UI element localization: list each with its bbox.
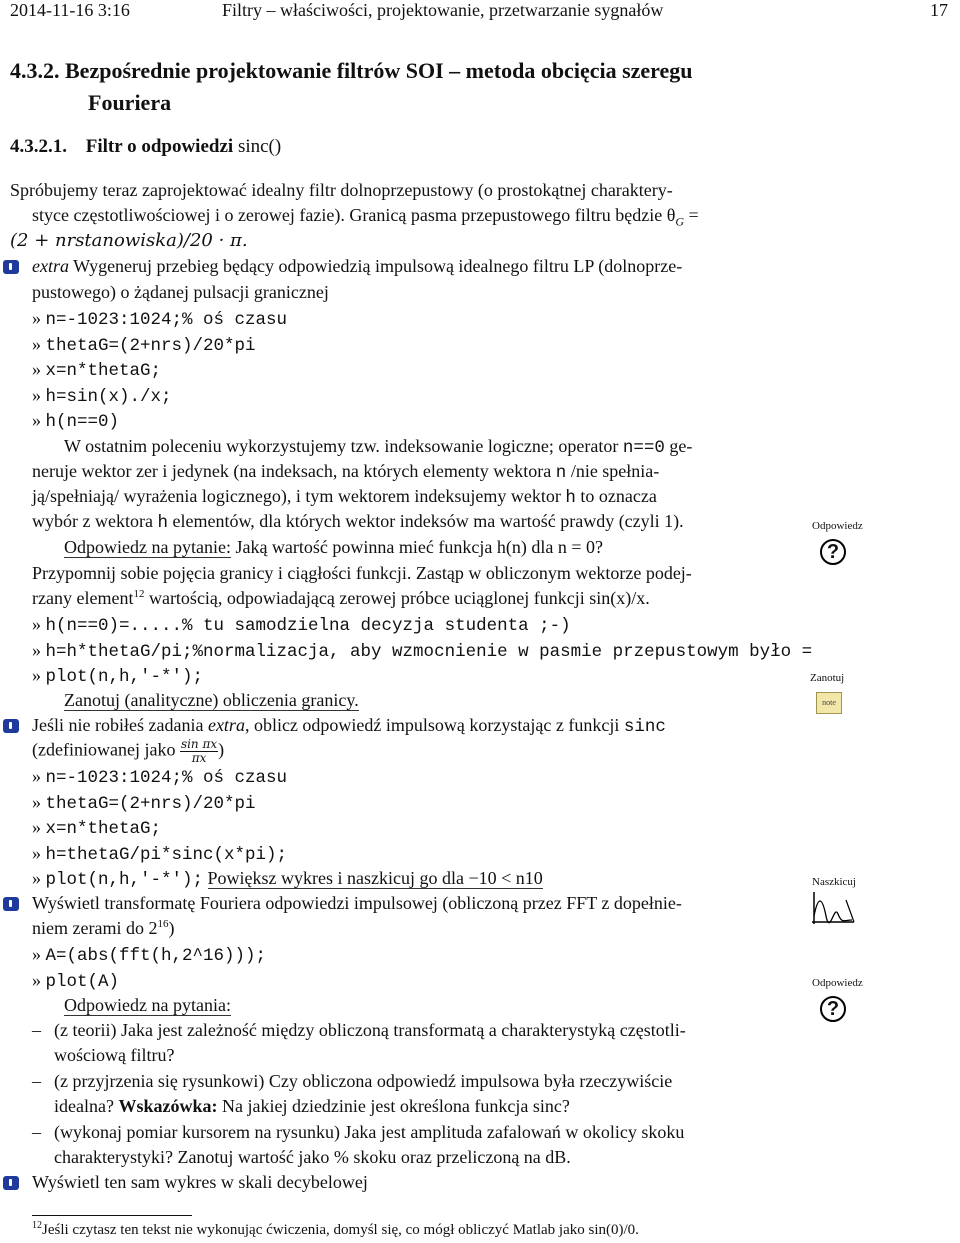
margin-answer-label: Odpowiedz bbox=[812, 977, 863, 989]
annotation-icon[interactable] bbox=[3, 1176, 19, 1190]
code-line: » h=thetaG/pi*sinc(x*pi); bbox=[32, 843, 288, 865]
question-2-line1: (z przyjrzenia się rysunkowi) Czy obliczona odpowiedź impulsowa była rzeczywiście bbox=[54, 1071, 673, 1091]
note-link[interactable]: Zanotuj (analityczne) obliczenia granicy. bbox=[64, 690, 359, 710]
annotation-icon[interactable] bbox=[3, 260, 19, 274]
sketch-icon[interactable] bbox=[808, 890, 858, 926]
extra-para-line2: neruje wektor zer i jedynek (na indeksach, na których elementy wektora n /nie spełnia- bbox=[32, 461, 660, 483]
question-1-line2: wościową filtru? bbox=[54, 1045, 175, 1065]
extra-line1: extra Wygeneruj przebieg będący odpowiedzią impulsową idealnego filtru LP (dolnoprze- bbox=[32, 256, 683, 276]
code-line: » plot(n,h,'-*'); Powiększ wykres i naszkicuj go dla −10 < n10 bbox=[32, 868, 543, 890]
extra-para-line5: Przypomnij sobie pojęcia granicy i ciągłości funkcji. Zastąp w obliczonym wektorze podej- bbox=[32, 563, 692, 583]
code-line: » A=(abs(fft(h,2^16))); bbox=[32, 944, 267, 966]
dash-bullet: – bbox=[32, 1071, 41, 1091]
extra-question: Odpowiedz na pytanie: Jaką wartość powinna mieć funkcja h(n) dla n = 0? bbox=[64, 537, 603, 557]
code-line: » plot(n,h,'-*'); bbox=[32, 665, 204, 687]
extra-para-line1: W ostatnim poleceniu wykorzystujemy tzw. indeksowanie logiczne; operator n==0 ge- bbox=[64, 436, 693, 458]
extra-para-line4: wybór z wektora h elementów, dla których wektor indeksów ma wartość prawdy (czyli 1). bbox=[32, 511, 684, 533]
question-1-line1: (z teorii) Jaka jest zależność między obliczoną transformatą a charakterystyką częstotli- bbox=[54, 1020, 686, 1040]
section-title bbox=[10, 58, 693, 116]
intro-line1: Spróbujemy teraz zaprojektować idealny filtr dolnoprzepustowy (o prostokątnej charaktery- bbox=[10, 180, 673, 200]
subsection-func: sinc() bbox=[237, 136, 282, 157]
note-icon[interactable]: note bbox=[816, 692, 842, 714]
answer-link[interactable]: Odpowiedz na pytania: bbox=[64, 995, 231, 1015]
margin-sketch-label: Naszkicuj bbox=[812, 876, 856, 888]
question-icon[interactable]: ? bbox=[820, 996, 846, 1022]
code-line: » h=h*thetaG/pi;%normalizacja, aby wzmocnienie w pasmie przepustowym było = bbox=[32, 640, 813, 662]
code-line: » thetaG=(2+nrs)/20*pi bbox=[32, 792, 256, 814]
fft-line2: niem zerami do $2^{16}$) bbox=[32, 918, 175, 938]
section-title-line2: Fouriera bbox=[88, 90, 172, 115]
code-line: » n=-1023:1024;% oś czasu bbox=[32, 766, 288, 788]
dash-bullet: – bbox=[32, 1122, 41, 1142]
code-line: » n=-1023:1024;% oś czasu bbox=[32, 308, 288, 330]
sketch-link[interactable]: Powiększ wykres i naszkicuj go dla −10 < n10 bbox=[207, 868, 543, 888]
header-date: 2014-11-16 3:16 bbox=[10, 0, 130, 20]
answer-link[interactable]: Odpowiedz na pytanie: bbox=[64, 537, 231, 557]
dash-bullet: – bbox=[32, 1020, 41, 1040]
code-line: » thetaG=(2+nrs)/20*pi bbox=[32, 334, 256, 356]
question-icon[interactable]: ? bbox=[820, 539, 846, 565]
code-line: » h(n==0) bbox=[32, 410, 120, 432]
extra-para-line6: rzany element$^{12}$ wartością, odpowiadającą zerowej próbce uciąglonej funkcji sin(x)/x. bbox=[32, 588, 650, 608]
sinc-line1: Jeśli nie robiłeś zadania extra, oblicz odpowiedź impulsową korzystając z funkcji sinc bbox=[32, 715, 666, 737]
section-title-line1: 4.3.2. Bezpośrednie projektowanie filtrów SOI – metoda obcięcia szeregu bbox=[10, 58, 693, 83]
code-line: » x=n*thetaG; bbox=[32, 817, 162, 839]
sinc-fraction: $\frac{\text{sin πx}}{\pi x}$ bbox=[180, 737, 218, 765]
code-line: » h=sin(x)./x; bbox=[32, 385, 172, 407]
question-3-line2: charakterystyki? Zanotuj wartość jako % skoku oraz przeliczoną na dB. bbox=[54, 1147, 571, 1167]
fft-line1: Wyświetl transformatę Fouriera odpowiedzi impulsowej (obliczoną przez FFT z dopełnie- bbox=[32, 893, 682, 913]
subsection-title bbox=[10, 136, 281, 158]
extra-para-line3: ją/spełniają/ wyrażenia logicznego), i tym wektorem indeksujemy wektor h to oznacza bbox=[32, 486, 657, 508]
question-3-line1: (wykonaj pomiar kursorem na rysunku) Jaka jest amplituda zafalowań w okolicy skoku bbox=[54, 1122, 685, 1142]
question-2-line2: idealna? Wskazówka: Na jakiej dziedzinie jest określona funkcja sinc? bbox=[54, 1096, 570, 1116]
margin-answer-label: Odpowiedz bbox=[812, 520, 863, 532]
subsection-number: 4.3.2.1. bbox=[10, 136, 67, 157]
footnote: $^{12}$Jeśli czytasz ten tekst nie wykonując ćwiczenia, domyśl się, co mógł obliczyć Matlab jako sin(0)/0. bbox=[32, 1220, 639, 1238]
margin-note-label: Zanotuj bbox=[810, 672, 845, 684]
code-line: » h(n==0)=.....% tu samodzielna decyzja studenta ;-) bbox=[32, 614, 571, 636]
footnote-rule bbox=[32, 1215, 192, 1216]
header-title: Filtry – właściwości, projektowanie, przetwarzanie sygnałów bbox=[222, 0, 664, 20]
code-line: » plot(A) bbox=[32, 970, 120, 992]
intro-line2: styce częstotliwościowej i o zerowej fazie). Granicą pasma przepustowego filtru będzie $\theta_G$ = bbox=[32, 205, 699, 229]
subsection-text: Filtr o odpowiedzi bbox=[85, 136, 234, 157]
db-line1: Wyświetl ten sam wykres w skali decybelowej bbox=[32, 1172, 368, 1192]
sinc-line2: (zdefiniowanej jako $\frac{\text{sin πx}}{\pi x}$ ) bbox=[32, 737, 225, 765]
extra-line2: pustowego) o żądanej pulsacji granicznej bbox=[32, 282, 329, 302]
annotation-icon[interactable] bbox=[3, 897, 19, 911]
annotation-icon[interactable] bbox=[3, 719, 19, 733]
page-number: 17 bbox=[930, 0, 948, 20]
intro-line3: (2 + nrstanowiska)/20 · π. bbox=[10, 230, 248, 251]
code-line: » x=n*thetaG; bbox=[32, 359, 162, 381]
